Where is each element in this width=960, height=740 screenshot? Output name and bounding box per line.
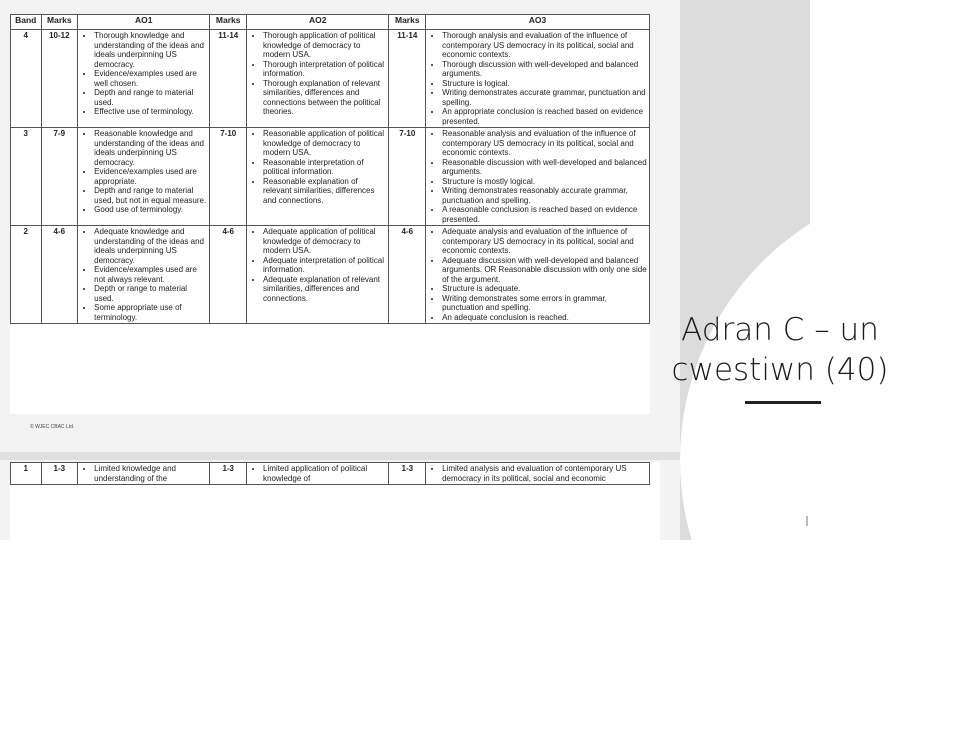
criteria-item: • Adequate interpretation of political information. — [263, 256, 386, 275]
ao3-marks-cell: 1-3 — [389, 463, 426, 485]
ao1-marks-cell: 1-3 — [41, 463, 78, 485]
criteria-item: • An appropriate conclusion is reached based on evidence presented. — [442, 107, 647, 126]
header-ao1: AO1 — [78, 15, 210, 30]
criteria-item: • Limited analysis and evaluation of contemporary US democracy in its political, social and economic — [442, 464, 647, 483]
header-band: Band — [11, 15, 42, 30]
criteria-item: • Writing demonstrates reasonably accurate grammar, punctuation and spelling. — [442, 186, 647, 205]
title-underline — [745, 401, 821, 404]
table-row — [11, 30, 650, 128]
header-marks-ao2: Marks — [210, 15, 247, 30]
criteria-item: • Adequate discussion with well-developed and balanced arguments. OR Reasonable discussion with only one side of the argument. — [442, 256, 647, 285]
criteria-item: • Adequate explanation of relevant similarities, differences and connections. — [263, 275, 386, 304]
ao2-criteria-cell — [247, 30, 389, 128]
criteria-list — [80, 31, 207, 117]
copyright-note: © WJEC CBAC Ltd. — [30, 424, 75, 430]
ao1-marks-cell: 4-6 — [41, 226, 78, 324]
criteria-item: • Thorough application of political knowledge of democracy to modern USA. — [263, 31, 386, 60]
criteria-item: • Reasonable explanation of relevant similarities, differences and connections. — [263, 177, 386, 206]
criteria-item: • Thorough knowledge and understanding of the ideas and ideals underpinning US democracy. — [94, 31, 207, 69]
ao2-marks-cell: 7-10 — [210, 128, 247, 226]
header-ao3: AO3 — [426, 15, 650, 30]
table-header-row — [11, 15, 650, 30]
ao3-criteria-cell — [426, 30, 650, 128]
criteria-item: • A reasonable conclusion is reached based on evidence presented. — [442, 205, 647, 224]
header-marks-ao3: Marks — [389, 15, 426, 30]
ao3-marks-cell: 11-14 — [389, 30, 426, 128]
criteria-item: • Depth and range to material used, but not in equal measure. — [94, 186, 207, 205]
slide-title-line-2: cwestiwn (40) — [671, 352, 889, 388]
criteria-item: • Structure is mostly logical. — [442, 177, 647, 187]
criteria-item: • Reasonable discussion with well-developed and balanced arguments. — [442, 158, 647, 177]
criteria-item: • Adequate application of political knowledge of democracy to modern USA. — [263, 227, 386, 256]
criteria-item: • Good use of terminology. — [94, 205, 207, 215]
ao2-criteria-cell — [247, 128, 389, 226]
document-page-2 — [10, 462, 660, 540]
criteria-item: • Depth and range to material used. — [94, 88, 207, 107]
criteria-item: • Thorough analysis and evaluation of the influence of contemporary US democracy in its political, social and economic contexts. — [442, 31, 647, 60]
criteria-item: • Reasonable knowledge and understanding of the ideas and ideals underpinning US democracy. — [94, 129, 207, 167]
criteria-list — [80, 227, 207, 322]
criteria-item: • Writing demonstrates accurate grammar, punctuation and spelling. — [442, 88, 647, 107]
criteria-list — [428, 464, 647, 483]
ao3-marks-cell: 7-10 — [389, 128, 426, 226]
ao2-marks-cell: 4-6 — [210, 226, 247, 324]
band-cell: 4 — [11, 30, 42, 128]
criteria-item: • Evidence/examples used are appropriate. — [94, 167, 207, 186]
ao3-criteria-cell — [426, 463, 650, 485]
ao2-marks-cell: 11-14 — [210, 30, 247, 128]
criteria-item: • Adequate knowledge and understanding of the ideas and ideals underpinning US democracy. — [94, 227, 207, 265]
ao3-criteria-cell — [426, 128, 650, 226]
ao3-marks-cell: 4-6 — [389, 226, 426, 324]
criteria-item: • Some appropriate use of terminology. — [94, 303, 207, 322]
criteria-list — [428, 129, 647, 224]
ao1-marks-cell: 10-12 — [41, 30, 78, 128]
band-cell: 3 — [11, 128, 42, 226]
criteria-item: • Thorough discussion with well-developed and balanced arguments. — [442, 60, 647, 79]
criteria-item: • Depth or range to material used. — [94, 284, 207, 303]
table-row — [11, 226, 650, 324]
criteria-list — [428, 31, 647, 126]
ao1-criteria-cell — [78, 463, 210, 485]
criteria-item: • Effective use of terminology. — [94, 107, 207, 117]
criteria-item: • Reasonable application of political knowledge of democracy to modern USA. — [263, 129, 386, 158]
mark-scheme-table — [10, 14, 650, 324]
header-ao2: AO2 — [247, 15, 389, 30]
criteria-item: • Adequate analysis and evaluation of the influence of contemporary US democracy in its political, social and economic contexts. — [442, 227, 647, 256]
criteria-list — [428, 227, 647, 322]
band-cell: 2 — [11, 226, 42, 324]
table-row — [11, 128, 650, 226]
criteria-item: • Reasonable interpretation of political information. — [263, 158, 386, 177]
slide-title-line-1: Adran C – un — [681, 312, 879, 348]
ao2-marks-cell: 1-3 — [210, 463, 247, 485]
criteria-list — [80, 464, 207, 483]
criteria-item: • Evidence/examples used are well chosen. — [94, 69, 207, 88]
decorative-mark — [806, 516, 808, 526]
criteria-list — [249, 227, 386, 303]
mark-scheme-table-continued — [10, 462, 650, 485]
ao3-criteria-cell — [426, 226, 650, 324]
page-separator — [0, 452, 680, 460]
criteria-item: • Writing demonstrates some errors in grammar, punctuation and spelling. — [442, 294, 647, 313]
criteria-item: • An adequate conclusion is reached. — [442, 313, 647, 323]
criteria-item: • Structure is adequate. — [442, 284, 647, 294]
ao1-criteria-cell — [78, 30, 210, 128]
ao1-criteria-cell — [78, 128, 210, 226]
criteria-item: • Thorough explanation of relevant similarities, differences and connections between the political theories. — [263, 79, 386, 117]
slide-title — [660, 310, 900, 390]
criteria-list — [249, 31, 386, 117]
criteria-list — [80, 129, 207, 215]
criteria-item: • Structure is logical. — [442, 79, 647, 89]
criteria-list — [249, 129, 386, 205]
ao1-criteria-cell — [78, 226, 210, 324]
criteria-item: • Limited knowledge and understanding of the — [94, 464, 207, 483]
criteria-item: • Evidence/examples used are not always relevant. — [94, 265, 207, 284]
ao1-marks-cell: 7-9 — [41, 128, 78, 226]
criteria-item: • Limited application of political knowledge of — [263, 464, 386, 483]
ao2-criteria-cell — [247, 226, 389, 324]
criteria-item: • Thorough interpretation of political information. — [263, 60, 386, 79]
criteria-item: • Reasonable analysis and evaluation of the influence of contemporary US democracy in its political, social and economic contexts. — [442, 129, 647, 158]
criteria-list — [249, 464, 386, 483]
ao2-criteria-cell — [247, 463, 389, 485]
table-row — [11, 463, 650, 485]
band-cell: 1 — [11, 463, 42, 485]
header-marks-ao1: Marks — [41, 15, 78, 30]
document-page-1 — [10, 14, 650, 414]
